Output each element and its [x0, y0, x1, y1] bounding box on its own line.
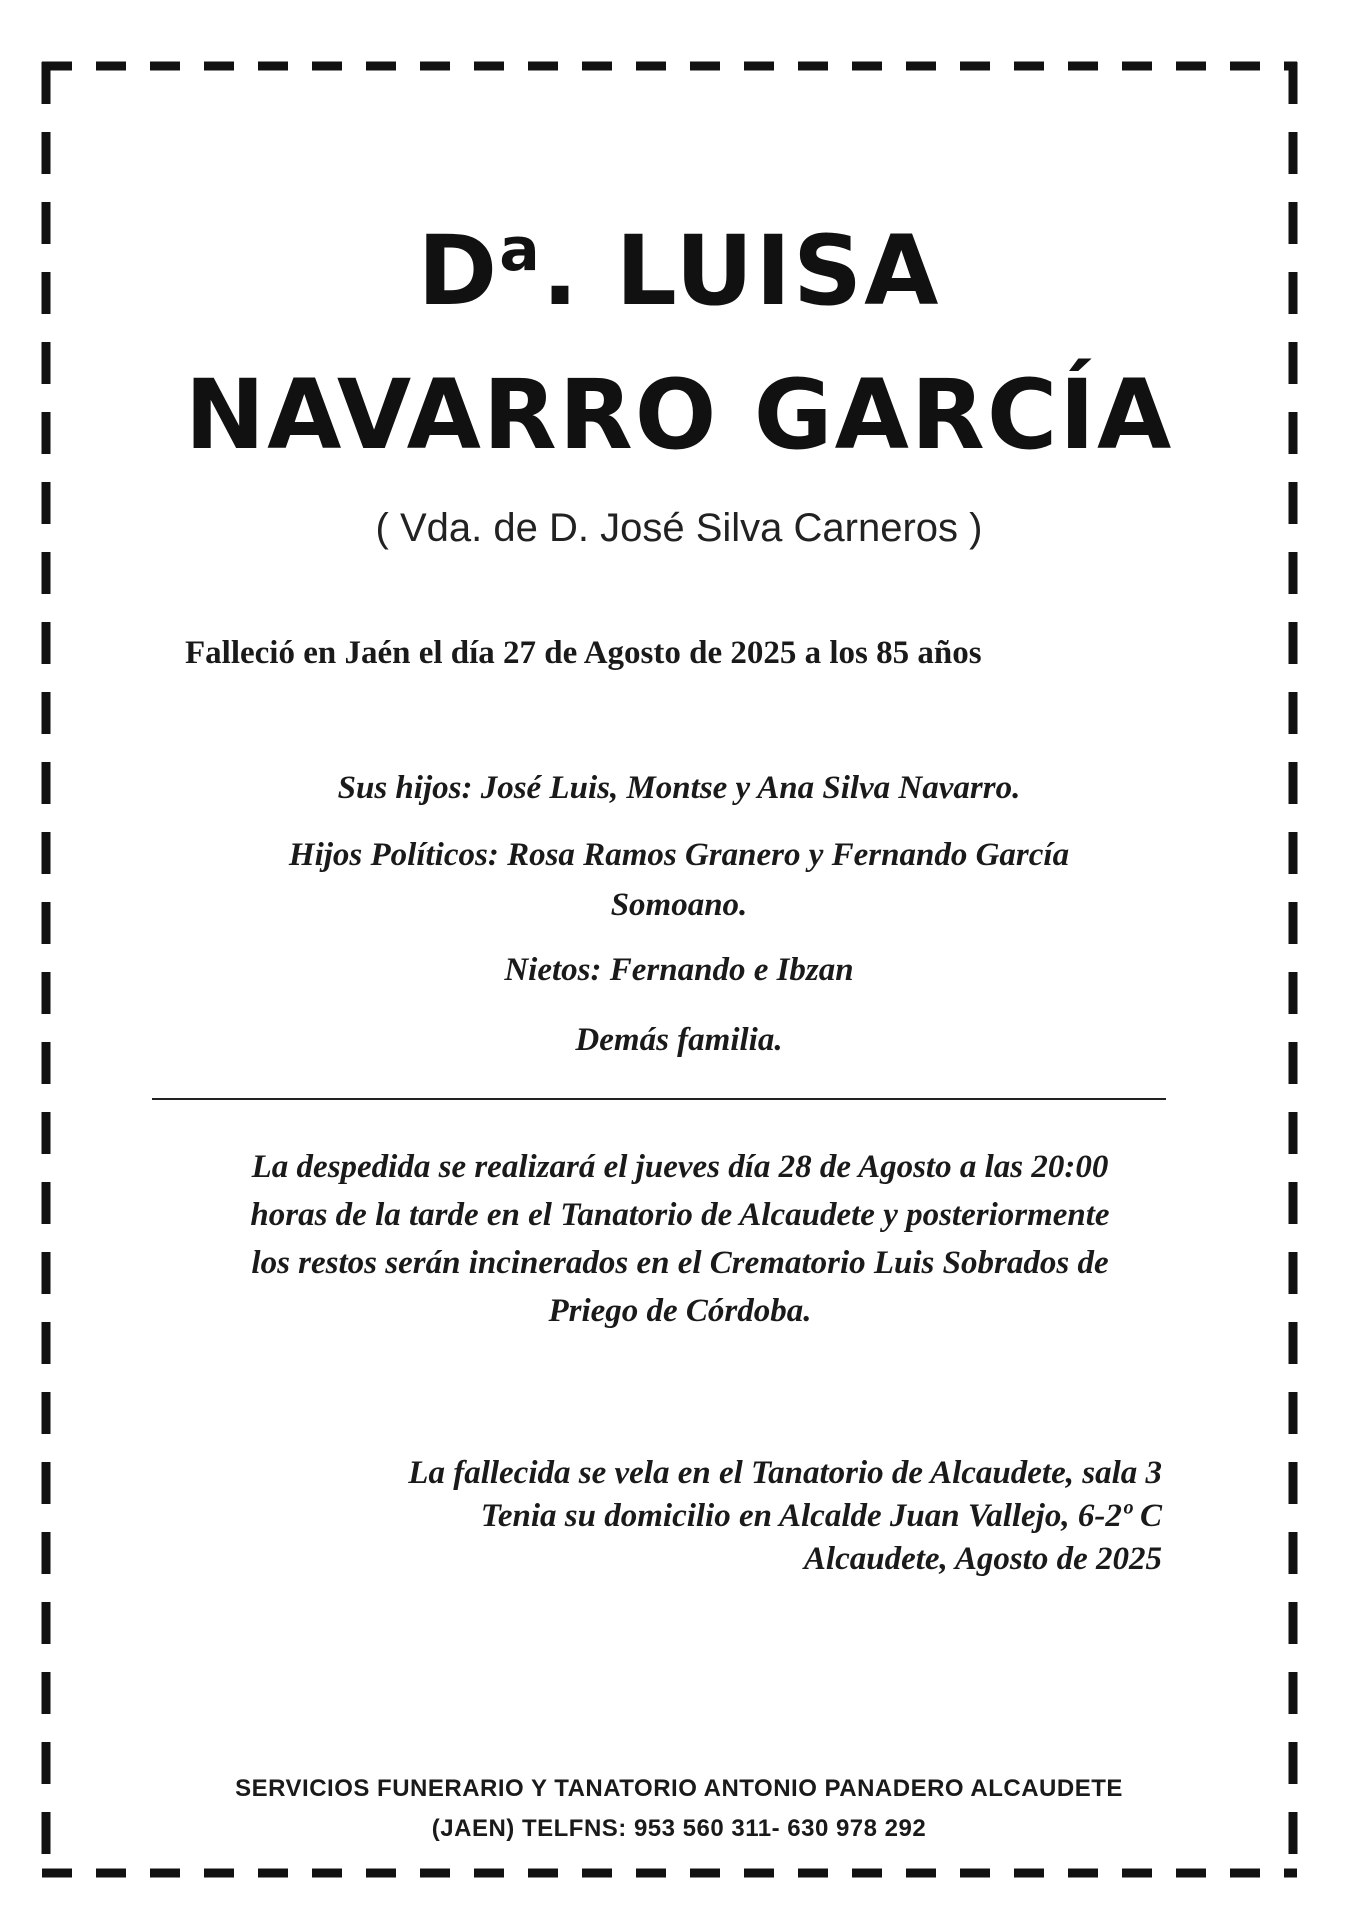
farewell-paragraph [170, 1143, 1190, 1335]
death-statement: Falleció en Jaén el día 27 de Agosto de 2025 a los 85 años [185, 635, 982, 671]
deceased-surnames: NAVARRO GARCÍA [184, 359, 1174, 471]
farewell-line-2: horas de la tarde en el Tanatorio de Alcaudete y posteriormente [250, 1197, 1110, 1233]
deceased-first-name: $D^a$. LUISA [417, 215, 941, 327]
family-in-laws-line-1: Hijos Políticos: Rosa Ramos Granero y Fernando García [288, 837, 1070, 873]
funeral-home-phones: (JAEN) TELFNS: 953 560 311- 630 978 292 [431, 1815, 927, 1842]
widow-of-line: ( Vda. de D. José Silva Carneros ) [375, 506, 983, 550]
family-in-laws [140, 830, 1218, 930]
funeral-home-name: SERVICIOS FUNERARIO Y TANATORIO ANTONIO PANADERO ALCAUDETE [235, 1775, 1123, 1802]
funeral-home-footer [0, 1769, 1358, 1849]
family-children: Sus hijos: José Luis, Montse y Ana Silva Navarro. [337, 770, 1021, 806]
wake-details [200, 1452, 1162, 1581]
farewell-line-4: Priego de Córdoba. [548, 1293, 812, 1329]
home-address: Tenia su domicilio en Alcalde Juan Vallejo, 6-2º C [480, 1498, 1162, 1534]
wake-location: La fallecida se vela en el Tanatorio de Alcaudete, sala 3 [408, 1455, 1162, 1491]
family-in-laws-line-2: Somoano. [610, 887, 748, 923]
family-others: Demás familia. [575, 1022, 783, 1058]
farewell-line-1: La despedida se realizará el jueves día 28 de Agosto a las 20:00 [251, 1149, 1109, 1185]
section-divider [152, 1098, 1166, 1100]
family-grandchildren: Nietos: Fernando e Ibzan [504, 952, 854, 988]
place-date: Alcaudete, Agosto de 2025 [803, 1541, 1162, 1577]
farewell-line-3: los restos serán incinerados en el Crematorio Luis Sobrados de [251, 1245, 1109, 1281]
